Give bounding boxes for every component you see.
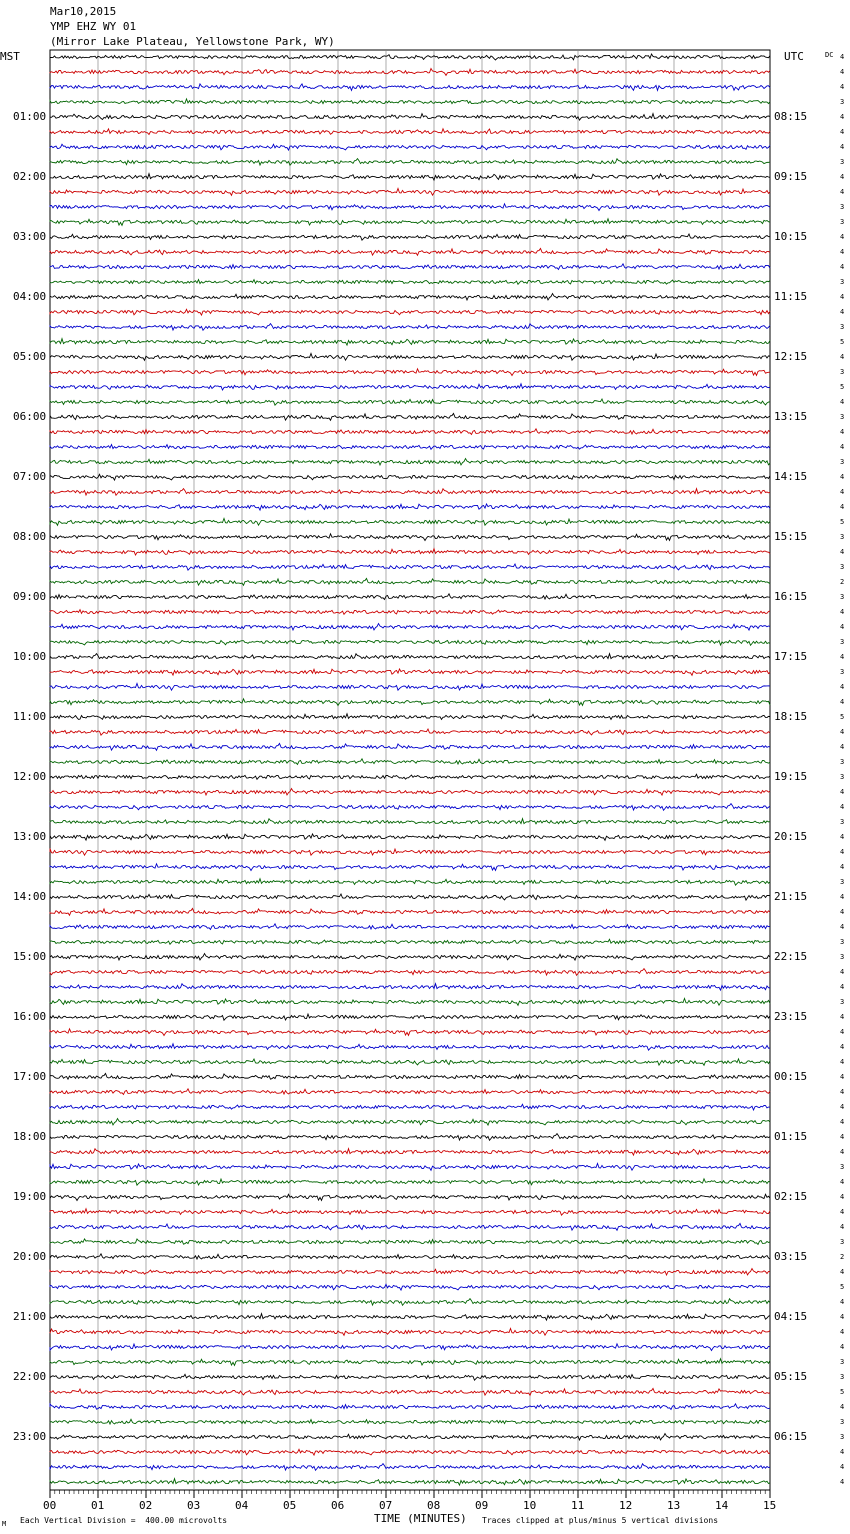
dc-offset-label: 4 — [840, 1118, 845, 1126]
trace-row-52 — [50, 834, 770, 840]
trace-row-20 — [50, 353, 770, 360]
trace-row-53 — [50, 848, 770, 855]
dc-offset-label: 3 — [840, 158, 845, 166]
trace-row-28 — [50, 474, 770, 480]
trace-row-55 — [50, 879, 770, 885]
scale-note: Each Vertical Division = 400.00 microvolts — [20, 1516, 228, 1525]
trace-row-77 — [50, 1209, 770, 1215]
left-hour-label: 10:00 — [13, 650, 47, 663]
x-tick-label: 06 — [331, 1499, 345, 1512]
left-hour-label: 06:00 — [13, 410, 47, 423]
right-hour-label: 02:15 — [774, 1190, 808, 1203]
trace-row-6 — [50, 144, 770, 150]
right-hour-label: 09:15 — [774, 170, 808, 183]
dc-offset-label: 3 — [840, 773, 845, 781]
trace-row-74 — [50, 1163, 770, 1170]
dc-offset-label: 4 — [840, 1178, 845, 1186]
dc-offset-label: 4 — [840, 173, 845, 181]
dc-offset-label: 4 — [840, 833, 845, 841]
dc-offset-label: 4 — [840, 698, 845, 706]
dc-offset-label: 3 — [840, 668, 845, 676]
trace-row-86 — [50, 1344, 770, 1351]
dc-offset-label: 4 — [840, 1133, 845, 1141]
dc-offset-label: 3 — [840, 278, 845, 286]
dc-offset-label: 4 — [840, 1448, 845, 1456]
trace-row-54 — [50, 864, 770, 871]
trace-row-29 — [50, 489, 770, 496]
trace-row-70 — [50, 1104, 770, 1110]
dc-offset-label: 4 — [840, 743, 845, 751]
trace-row-23 — [50, 399, 770, 405]
trace-row-27 — [50, 459, 770, 465]
dc-offset-label: 4 — [840, 968, 845, 976]
dc-offset-label: 4 — [840, 1328, 845, 1336]
x-tick-label: 07 — [379, 1499, 393, 1512]
trace-row-17 — [50, 309, 770, 315]
trace-row-87 — [50, 1359, 770, 1366]
trace-row-94 — [50, 1464, 770, 1471]
right-hour-label: 03:15 — [774, 1250, 808, 1263]
dc-offset-label: 4 — [840, 428, 845, 436]
dc-offset-label: 3 — [840, 368, 845, 376]
dc-offset-label: 4 — [840, 1013, 845, 1021]
right-hour-label: 22:15 — [774, 950, 808, 963]
dc-offset-label: 4 — [840, 128, 845, 136]
trace-row-11 — [50, 219, 770, 226]
dc-offset-label: 4 — [840, 188, 845, 196]
trace-row-80 — [50, 1254, 770, 1259]
dc-offset-label: 5 — [840, 518, 845, 526]
clip-note: Traces clipped at plus/minus 5 vertical divisions — [482, 1516, 719, 1525]
x-tick-label: 09 — [475, 1499, 489, 1512]
dc-label: DC — [825, 51, 834, 59]
trace-row-45 — [50, 729, 770, 735]
dc-offset-label: 3 — [840, 1433, 845, 1441]
dc-offset-label: 3 — [840, 1418, 845, 1426]
right-hour-label: 11:15 — [774, 290, 808, 303]
trace-row-22 — [50, 384, 770, 390]
right-hour-label: 08:15 — [774, 110, 808, 123]
trace-row-21 — [50, 369, 770, 376]
dc-offset-label: 4 — [840, 923, 845, 931]
dc-offset-label: 4 — [840, 68, 845, 76]
trace-row-85 — [50, 1328, 770, 1335]
right-hour-label: 19:15 — [774, 770, 808, 783]
trace-row-78 — [50, 1223, 770, 1230]
dc-offset-label: 4 — [840, 1403, 845, 1411]
dc-offset-label: 4 — [840, 863, 845, 871]
dc-offset-label: 3 — [840, 998, 845, 1006]
dc-offset-label: 4 — [840, 1343, 845, 1351]
trace-row-14 — [50, 264, 770, 270]
dc-offset-label: 4 — [840, 53, 845, 61]
trace-row-38 — [50, 624, 770, 631]
dc-offset-label: 3 — [840, 953, 845, 961]
dc-offset-label: 5 — [840, 1388, 845, 1396]
dc-offset-label: 5 — [840, 338, 845, 346]
dc-offset-label: 3 — [840, 593, 845, 601]
x-tick-label: 03 — [187, 1499, 201, 1512]
trace-row-26 — [50, 445, 770, 450]
left-hour-label: 13:00 — [13, 830, 47, 843]
dc-offset-label: 4 — [840, 488, 845, 496]
trace-row-44 — [50, 714, 770, 720]
dc-offset-label: 3 — [840, 218, 845, 226]
dc-offset-label: 3 — [840, 878, 845, 886]
dc-offset-label: 2 — [840, 1253, 845, 1261]
left-hour-label: 18:00 — [13, 1130, 47, 1143]
dc-offset-label: 4 — [840, 548, 845, 556]
dc-offset-label: 4 — [840, 1103, 845, 1111]
x-tick-label: 04 — [235, 1499, 249, 1512]
trace-row-89 — [50, 1388, 770, 1395]
dc-offset-label: 3 — [840, 413, 845, 421]
dc-offset-label: 4 — [840, 1043, 845, 1051]
dc-offset-label: 4 — [840, 308, 845, 316]
right-axis-title: UTC — [784, 50, 804, 63]
dc-offset-label: 4 — [840, 1268, 845, 1276]
left-hour-label: 04:00 — [13, 290, 47, 303]
trace-row-48 — [50, 774, 770, 779]
dc-offset-label: 3 — [840, 1238, 845, 1246]
trace-row-72 — [50, 1134, 770, 1141]
dc-offset-label: 4 — [840, 1463, 845, 1471]
station-code: YMP EHZ WY 01 — [50, 20, 137, 33]
dc-offset-label: 5 — [840, 713, 845, 721]
trace-row-67 — [50, 1059, 770, 1065]
dc-offset-label: 4 — [840, 1313, 845, 1321]
trace-row-24 — [50, 413, 770, 420]
dc-offset-label: 3 — [840, 818, 845, 826]
left-hour-label: 03:00 — [13, 230, 47, 243]
dc-offset-label: 4 — [840, 353, 845, 361]
station-location: (Mirror Lake Plateau, Yellowstone Park, WY) — [50, 35, 335, 48]
x-tick-label: 10 — [523, 1499, 537, 1512]
right-hour-label: 12:15 — [774, 350, 808, 363]
x-axis-label: TIME (MINUTES) — [374, 1512, 467, 1525]
trace-row-1 — [50, 69, 770, 76]
trace-row-88 — [50, 1374, 770, 1380]
trace-row-93 — [50, 1449, 770, 1455]
trace-row-42 — [50, 683, 770, 690]
dc-offset-label: 3 — [840, 1163, 845, 1171]
dc-offset-label: 5 — [840, 1283, 845, 1291]
trace-row-37 — [50, 610, 770, 615]
left-axis-title: MST — [0, 50, 20, 63]
left-hour-label: 17:00 — [13, 1070, 47, 1083]
dc-offset-label: 4 — [840, 233, 845, 241]
dc-offset-label: 4 — [840, 983, 845, 991]
right-hour-label: 06:15 — [774, 1430, 808, 1443]
dc-offset-label: 3 — [840, 203, 845, 211]
right-hour-label: 21:15 — [774, 890, 808, 903]
dc-offset-label: 4 — [840, 1193, 845, 1201]
trace-row-62 — [50, 984, 770, 990]
dc-offset-label: 3 — [840, 563, 845, 571]
x-tick-label: 05 — [283, 1499, 297, 1512]
trace-row-7 — [50, 159, 770, 166]
dc-offset-label: 4 — [840, 683, 845, 691]
trace-row-19 — [50, 339, 770, 345]
footer-mark: M — [2, 1520, 7, 1528]
right-hour-label: 13:15 — [774, 410, 808, 423]
left-hour-label: 12:00 — [13, 770, 47, 783]
trace-row-40 — [50, 654, 770, 659]
dc-offset-label: 4 — [840, 623, 845, 631]
trace-row-13 — [50, 248, 770, 255]
trace-row-75 — [50, 1179, 770, 1185]
dc-offset-label: 4 — [840, 1088, 845, 1096]
trace-row-63 — [50, 998, 770, 1005]
x-tick-label: 11 — [571, 1499, 585, 1512]
dc-offset-label: 3 — [840, 758, 845, 766]
trace-row-79 — [50, 1239, 770, 1245]
trace-row-49 — [50, 789, 770, 796]
right-hour-label: 05:15 — [774, 1370, 808, 1383]
trace-row-0 — [50, 54, 770, 60]
trace-row-69 — [50, 1089, 770, 1095]
trace-row-30 — [50, 504, 770, 510]
dc-offset-label: 4 — [840, 143, 845, 151]
x-tick-label: 12 — [619, 1499, 633, 1512]
trace-row-15 — [50, 280, 770, 285]
trace-row-50 — [50, 804, 770, 811]
right-hour-label: 23:15 — [774, 1010, 808, 1023]
dc-offset-label: 4 — [840, 1208, 845, 1216]
trace-row-12 — [50, 234, 770, 240]
x-tick-label: 15 — [763, 1499, 777, 1512]
dc-offset-label: 4 — [840, 398, 845, 406]
trace-row-51 — [50, 819, 770, 824]
left-hour-label: 11:00 — [13, 710, 47, 723]
dc-offset-label: 4 — [840, 908, 845, 916]
trace-row-81 — [50, 1269, 770, 1275]
trace-row-66 — [50, 1044, 770, 1050]
dc-offset-label: 4 — [840, 248, 845, 256]
trace-row-39 — [50, 640, 770, 645]
trace-row-4 — [50, 114, 770, 121]
x-tick-label: 14 — [715, 1499, 729, 1512]
dc-offset-label: 3 — [840, 323, 845, 331]
trace-row-36 — [50, 594, 770, 600]
x-tick-label: 01 — [91, 1499, 105, 1512]
dc-offset-label: 3 — [840, 98, 845, 106]
left-hour-label: 20:00 — [13, 1250, 47, 1263]
trace-row-41 — [50, 669, 770, 675]
left-hour-label: 21:00 — [13, 1310, 47, 1323]
trace-row-56 — [50, 894, 770, 900]
trace-row-31 — [50, 518, 770, 525]
right-hour-label: 15:15 — [774, 530, 808, 543]
dc-offset-label: 4 — [840, 803, 845, 811]
trace-row-65 — [50, 1029, 770, 1036]
left-hour-label: 22:00 — [13, 1370, 47, 1383]
trace-row-10 — [50, 204, 770, 211]
right-hour-label: 04:15 — [774, 1310, 808, 1323]
right-hour-label: 17:15 — [774, 650, 808, 663]
dc-offset-label: 4 — [840, 1058, 845, 1066]
dc-offset-label: 4 — [840, 443, 845, 451]
trace-row-18 — [50, 324, 770, 331]
dc-offset-label: 4 — [840, 848, 845, 856]
dc-offset-label: 4 — [840, 608, 845, 616]
left-hour-label: 19:00 — [13, 1190, 47, 1203]
trace-row-92 — [50, 1434, 770, 1440]
recording-date: Mar10,2015 — [50, 5, 117, 18]
dc-offset-label: 4 — [840, 503, 845, 511]
trace-row-91 — [50, 1419, 770, 1424]
trace-row-16 — [50, 294, 770, 300]
trace-row-35 — [50, 578, 770, 585]
trace-row-84 — [50, 1314, 770, 1320]
trace-row-90 — [50, 1404, 770, 1410]
right-hour-label: 18:15 — [774, 710, 808, 723]
trace-row-9 — [50, 188, 770, 195]
left-hour-label: 01:00 — [13, 110, 47, 123]
trace-row-8 — [50, 174, 770, 180]
right-hour-label: 00:15 — [774, 1070, 808, 1083]
dc-offset-label: 4 — [840, 1478, 845, 1486]
left-hour-label: 16:00 — [13, 1010, 47, 1023]
trace-row-82 — [50, 1284, 770, 1290]
left-hour-label: 05:00 — [13, 350, 47, 363]
dc-offset-label: 3 — [840, 638, 845, 646]
dc-offset-label: 4 — [840, 113, 845, 121]
trace-row-61 — [50, 969, 770, 976]
dc-offset-label: 4 — [840, 1028, 845, 1036]
trace-row-64 — [50, 1014, 770, 1020]
right-hour-label: 10:15 — [774, 230, 808, 243]
left-hour-label: 07:00 — [13, 470, 47, 483]
left-hour-label: 09:00 — [13, 590, 47, 603]
dc-offset-label: 4 — [840, 1148, 845, 1156]
dc-offset-label: 3 — [840, 1373, 845, 1381]
dc-offset-label: 4 — [840, 788, 845, 796]
right-hour-label: 20:15 — [774, 830, 808, 843]
dc-offset-label: 4 — [840, 1073, 845, 1081]
x-tick-label: 00 — [43, 1499, 57, 1512]
x-tick-label: 02 — [139, 1499, 153, 1512]
dc-offset-label: 4 — [840, 263, 845, 271]
dc-offset-label: 3 — [840, 1358, 845, 1366]
left-hour-label: 15:00 — [13, 950, 47, 963]
trace-row-71 — [50, 1119, 770, 1126]
left-hour-label: 02:00 — [13, 170, 47, 183]
trace-row-68 — [50, 1073, 770, 1079]
trace-row-73 — [50, 1149, 770, 1155]
right-hour-label: 14:15 — [774, 470, 808, 483]
dc-offset-label: 4 — [840, 1223, 845, 1231]
dc-offset-label: 4 — [840, 1298, 845, 1306]
trace-row-3 — [50, 99, 770, 104]
dc-offset-label: 4 — [840, 473, 845, 481]
trace-row-58 — [50, 924, 770, 930]
trace-row-47 — [50, 759, 770, 765]
left-hour-label: 08:00 — [13, 530, 47, 543]
trace-row-33 — [50, 549, 770, 555]
dc-offset-label: 4 — [840, 728, 845, 736]
x-tick-label: 08 — [427, 1499, 441, 1512]
dc-offset-label: 4 — [840, 83, 845, 91]
trace-row-59 — [50, 939, 770, 944]
x-tick-label: 13 — [667, 1499, 681, 1512]
dc-offset-label: 4 — [840, 653, 845, 661]
left-hour-label: 14:00 — [13, 890, 47, 903]
dc-offset-label: 3 — [840, 938, 845, 946]
dc-offset-label: 2 — [840, 578, 845, 586]
trace-row-83 — [50, 1299, 770, 1306]
right-hour-label: 01:15 — [774, 1130, 808, 1143]
trace-row-57 — [50, 908, 770, 915]
trace-row-76 — [50, 1194, 770, 1200]
dc-offset-label: 5 — [840, 383, 845, 391]
trace-row-95 — [50, 1479, 770, 1485]
trace-row-46 — [50, 743, 770, 750]
trace-row-43 — [50, 699, 770, 706]
dc-offset-label: 4 — [840, 293, 845, 301]
trace-row-25 — [50, 429, 770, 435]
trace-row-5 — [50, 129, 770, 135]
trace-row-34 — [50, 564, 770, 570]
trace-row-60 — [50, 954, 770, 961]
right-hour-label: 16:15 — [774, 590, 808, 603]
dc-offset-label: 4 — [840, 893, 845, 901]
dc-offset-label: 3 — [840, 458, 845, 466]
trace-row-2 — [50, 84, 770, 90]
trace-row-32 — [50, 534, 770, 541]
dc-offset-label: 3 — [840, 533, 845, 541]
left-hour-label: 23:00 — [13, 1430, 47, 1443]
